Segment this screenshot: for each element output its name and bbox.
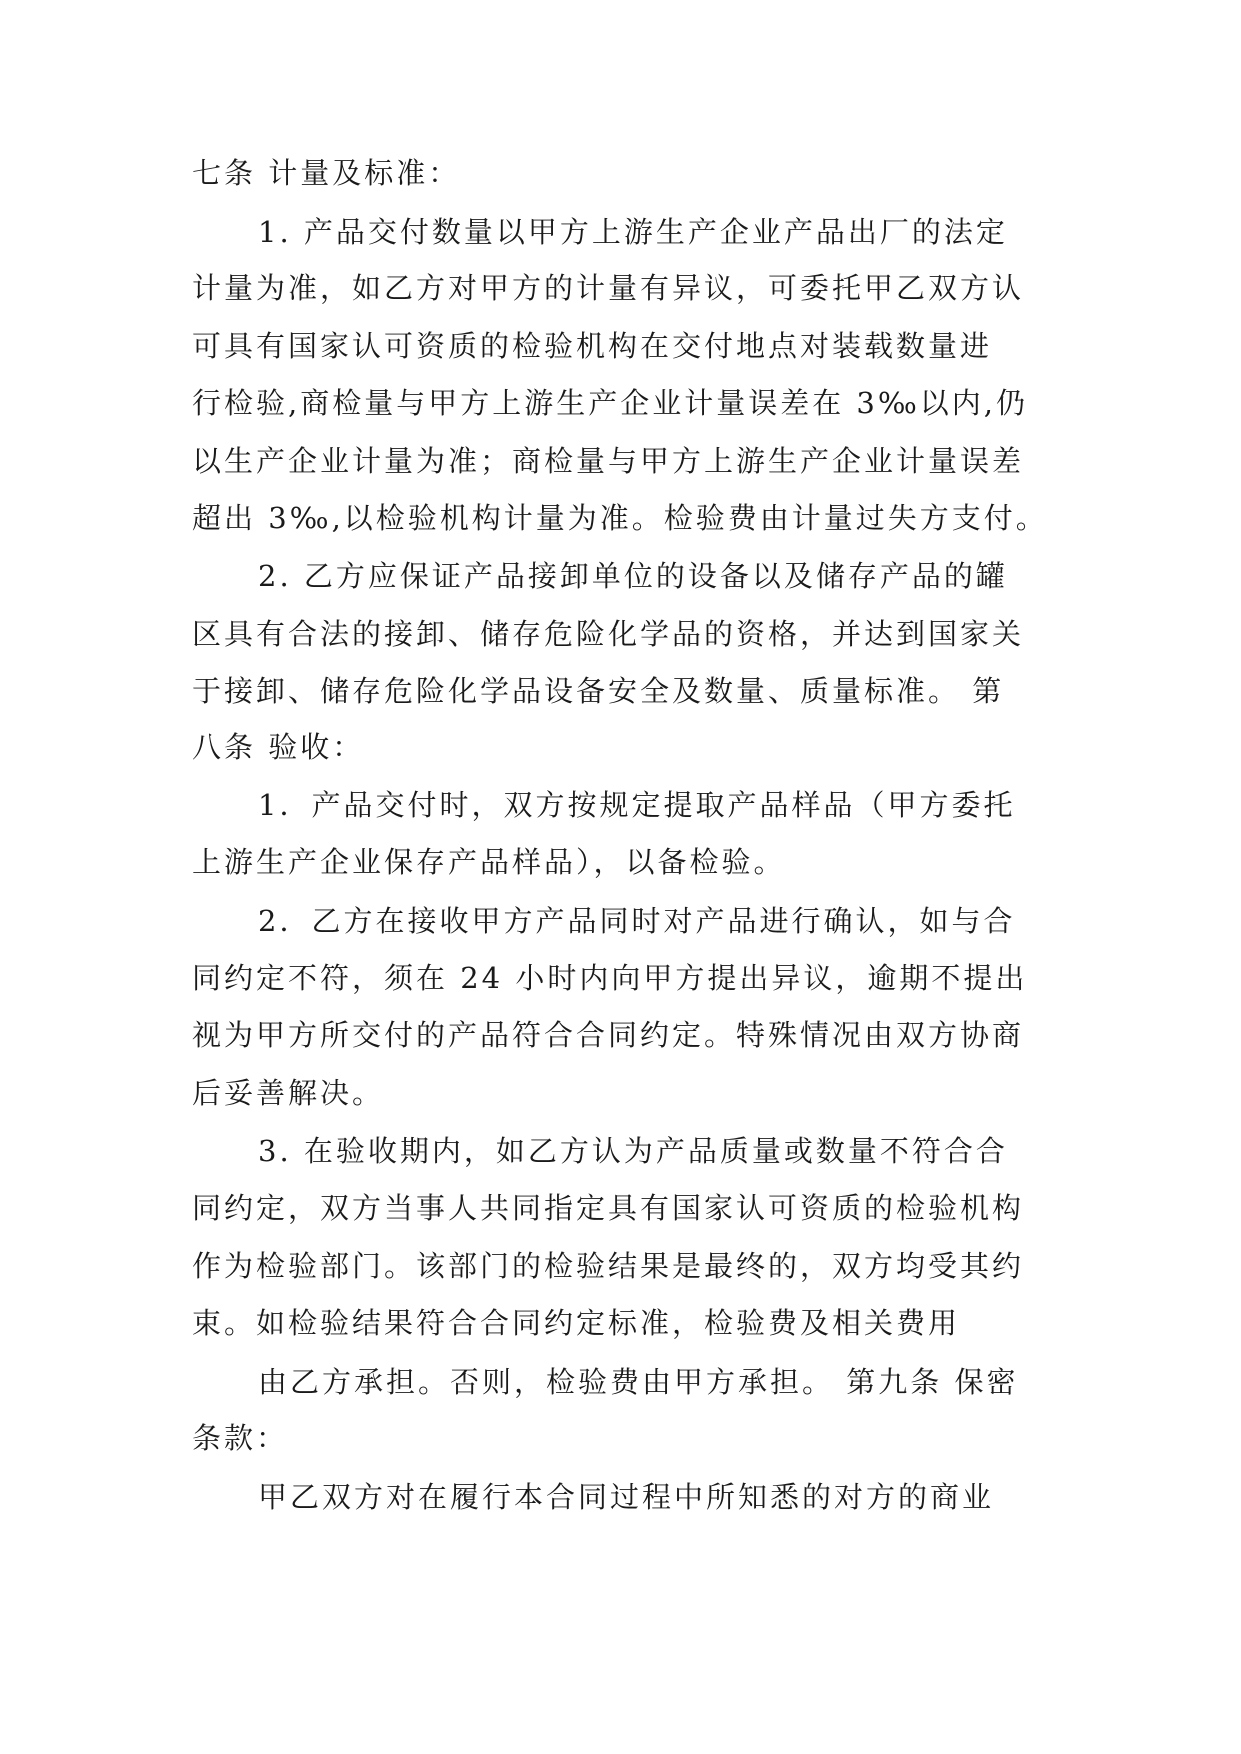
paragraph-line: 甲乙双方对在履行本合同过程中所知悉的对方的商业	[258, 1480, 995, 1514]
paragraph-line: 于接卸、储存危险化学品设备安全及数量、质量标准。 第	[192, 674, 1005, 708]
paragraph-line: 2．乙方在接收甲方产品同时对产品进行确认，如与合	[258, 904, 1016, 938]
paragraph-line: 1. 产品交付数量以甲方上游生产企业产品出厂的法定	[258, 215, 1008, 249]
paragraph-line: 由乙方承担。否则，检验费由甲方承担。 第九条 保密	[258, 1365, 1019, 1399]
paragraph-line: 1．产品交付时，双方按规定提取产品样品（甲方委托	[258, 788, 1016, 822]
section-9-heading: 条款：	[192, 1421, 289, 1455]
paragraph-line: 后妥善解决。	[192, 1076, 385, 1110]
paragraph-line: 区具有合法的接卸、储存危险化学品的资格，并达到国家关	[192, 617, 1025, 651]
paragraph-line: 束。如检验结果符合合同约定标准，检验费及相关费用	[192, 1306, 961, 1340]
paragraph-line: 同约定，双方当事人共同指定具有国家认可资质的检验机构	[192, 1191, 1025, 1225]
paragraph-line: 行检验,商检量与甲方上游生产企业计量误差在 3‰以内,仍	[192, 386, 1029, 420]
paragraph-line: 超出 3‰,以检验机构计量为准。检验费由计量过失方支付。	[192, 501, 1048, 535]
paragraph-line: 2. 乙方应保证产品接卸单位的设备以及储存产品的罐	[258, 559, 1008, 593]
paragraph-line: 3. 在验收期内，如乙方认为产品质量或数量不符合合	[258, 1134, 1008, 1168]
paragraph-line: 视为甲方所交付的产品符合合同约定。特殊情况由双方协商	[192, 1018, 1025, 1052]
paragraph-line: 以生产企业计量为准；商检量与甲方上游生产企业计量误差	[192, 444, 1025, 478]
paragraph-line: 作为检验部门。该部门的检验结果是最终的，双方均受其约	[192, 1249, 1025, 1283]
section-8-heading: 八条 验收：	[192, 730, 365, 764]
section-7-heading: 七条 计量及标准：	[192, 156, 461, 190]
paragraph-line: 可具有国家认可资质的检验机构在交付地点对装载数量进	[192, 329, 993, 363]
paragraph-line: 同约定不符，须在 24 小时内向甲方提出异议，逾期不提出	[192, 961, 1028, 995]
paragraph-line: 计量为准，如乙方对甲方的计量有异议，可委托甲乙双方认	[192, 271, 1025, 305]
paragraph-line: 上游生产企业保存产品样品），以备检验。	[192, 845, 786, 879]
